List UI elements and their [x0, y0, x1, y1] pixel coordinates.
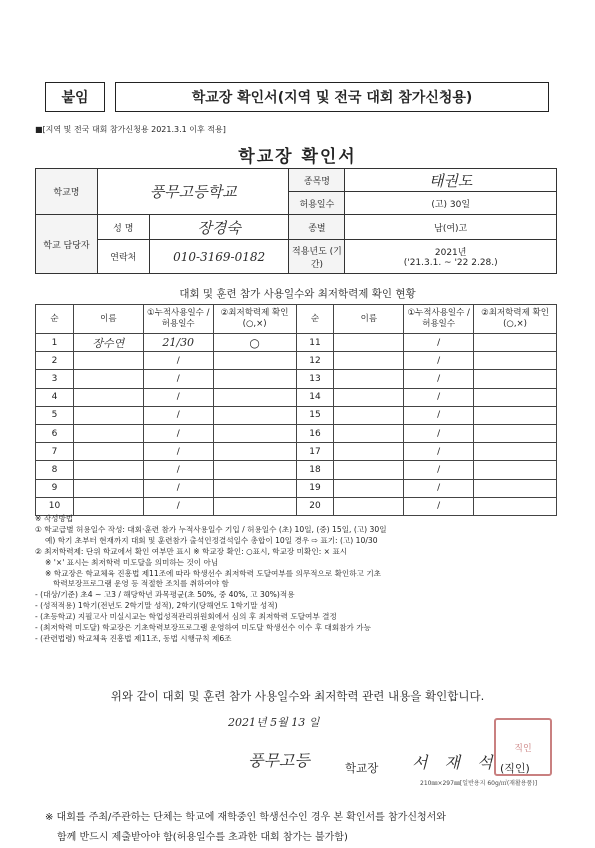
note-line: ※ 학교장은 학교체육 진흥법 제11조에 따라 학생선수 최저학력 도달여부를 의무적으로 확인하고 기초 — [45, 568, 381, 578]
row-no-right: 18 — [296, 461, 334, 479]
row-name — [73, 406, 143, 424]
event-label: 종목명 — [289, 169, 345, 192]
school-name-value: 풍무고등학교 — [97, 169, 289, 215]
paper-spec: 210㎜×297㎜[일반용지 60g/㎡(재활용품)] — [420, 780, 538, 787]
event-value: 태권도 — [345, 169, 557, 192]
row-name-right — [334, 334, 404, 352]
row-days-right: / — [404, 461, 474, 479]
row-no-right: 16 — [296, 424, 334, 442]
row-name — [73, 370, 143, 388]
manager-name-value: 장경숙 — [149, 215, 289, 240]
row-days: / — [143, 388, 213, 406]
row-name — [73, 443, 143, 461]
table-row — [36, 406, 557, 424]
row-days-right: / — [404, 424, 474, 442]
row-days-right: / — [404, 370, 474, 388]
manager-label: 학교 담당자 — [36, 215, 98, 274]
table-row — [36, 370, 557, 388]
row-no: 5 — [36, 406, 74, 424]
row-name-right — [334, 352, 404, 370]
row-grade — [213, 406, 296, 424]
note-line: - (초등학교) 지필고사 미실시교는 학업성적관리위원회에서 심의 후 최저학력 도달여부 결정 — [35, 612, 337, 622]
signature-date: 2021년 5월 13 일 — [228, 716, 320, 729]
row-grade: ○ — [213, 334, 296, 352]
table-row — [36, 388, 557, 406]
row-grade — [213, 370, 296, 388]
row-days: / — [143, 424, 213, 442]
note-line: - (대상/기준) 초4 ~ 고3 / 해당학년 과목평균(초 50%, 중 40%, 고 30%)적용 — [35, 590, 295, 600]
attachment-tag: 붙임 — [45, 82, 105, 112]
row-name-right — [334, 370, 404, 388]
info-table — [35, 168, 557, 274]
row-grade — [213, 352, 296, 370]
table-row — [36, 461, 557, 479]
footer-line: 함께 반드시 제출받아야 함(허용일수를 초과한 대회 참가는 불가함) — [57, 832, 348, 843]
gender-label: 종별 — [289, 215, 345, 240]
row-days-right: / — [404, 443, 474, 461]
row-name — [73, 352, 143, 370]
row-no-right: 14 — [296, 388, 334, 406]
row-no: 9 — [36, 479, 74, 497]
row-name-right — [334, 388, 404, 406]
row-name — [73, 461, 143, 479]
row-no-right: 19 — [296, 479, 334, 497]
row-name-right — [334, 406, 404, 424]
allowed-days-label: 허용일수 — [289, 192, 345, 215]
table-row — [36, 497, 557, 515]
row-days: / — [143, 479, 213, 497]
row-name-right — [334, 424, 404, 442]
participant-table — [35, 304, 557, 516]
gender-value: 남(여)고 — [345, 215, 557, 240]
row-name — [73, 424, 143, 442]
row-name-right — [334, 479, 404, 497]
row-no: 3 — [36, 370, 74, 388]
table-row — [36, 424, 557, 442]
row-no-right: 13 — [296, 370, 334, 388]
row-grade — [213, 443, 296, 461]
row-no-right: 11 — [296, 334, 334, 352]
row-days: / — [143, 370, 213, 388]
row-grade-right — [474, 352, 557, 370]
row-days: 21/30 — [143, 334, 213, 352]
table-row — [36, 479, 557, 497]
row-no: 4 — [36, 388, 74, 406]
table-row — [36, 443, 557, 461]
row-grade-right — [474, 334, 557, 352]
confirmation-text: 위와 같이 대회 및 훈련 참가 사용일수와 최저학력 관련 내용을 확인합니다. — [110, 689, 485, 703]
row-days-right: / — [404, 352, 474, 370]
row-no: 7 — [36, 443, 74, 461]
principal-label: 학교장 — [345, 761, 379, 775]
row-grade-right — [474, 424, 557, 442]
row-name: 장수연 — [73, 334, 143, 352]
note-line: - (성적적용) 1학기(전년도 2학기말 성적), 2학기(당해연도 1학기말 성적) — [35, 601, 278, 611]
row-no-right: 12 — [296, 352, 334, 370]
row-days-right: / — [404, 406, 474, 424]
school-name-handwritten: 풍무고등 — [248, 751, 310, 770]
row-grade — [213, 424, 296, 442]
row-name-right — [334, 497, 404, 515]
note-line: ※ '×' 표시는 최저학력 미도달을 의미하는 것이 아님 — [45, 557, 219, 567]
row-grade — [213, 461, 296, 479]
row-grade-right — [474, 388, 557, 406]
official-seal-icon: 직인 — [494, 718, 552, 776]
row-grade-right — [474, 479, 557, 497]
contact-value: 010-3169-0182 — [149, 240, 289, 274]
applicability-note: ■[지역 및 전국 대회 참가신청용 2021.3.1 이후 적용] — [35, 125, 226, 134]
row-days-right: / — [404, 479, 474, 497]
row-days-right: / — [404, 388, 474, 406]
table-row — [36, 334, 557, 352]
row-grade — [213, 497, 296, 515]
note-line: ※ 작성방법 — [35, 514, 74, 523]
row-no: 1 — [36, 334, 74, 352]
row-no: 6 — [36, 424, 74, 442]
row-no: 2 — [36, 352, 74, 370]
row-grade-right — [474, 406, 557, 424]
footer-notice — [45, 808, 565, 848]
header-title: 학교장 확인서(지역 및 전국 대회 참가신청용) — [115, 82, 549, 112]
col-days: ①누적사용일수 /허용일수 — [143, 305, 213, 334]
name-label: 성 명 — [97, 215, 149, 240]
col-no: 순 — [36, 305, 74, 334]
period-value: ('21.3.1. ~ '22 2.28.) — [403, 258, 498, 268]
col-name: 이름 — [73, 305, 143, 334]
footer-line: ※ 대회를 주최/주관하는 단체는 학교에 재학중인 학생선수인 경우 본 확인서를 참가신청서와 — [45, 812, 446, 823]
col-name-right: 이름 — [334, 305, 404, 334]
year-label: 적용년도 (기간) — [289, 240, 345, 274]
note-line: - (관련법령) 학교체육 진흥법 제11조, 동법 시행규칙 제6조 — [35, 633, 232, 643]
row-name — [73, 497, 143, 515]
col-grade-right: ②최저학력제 확인(○,×) — [474, 305, 557, 334]
row-name — [73, 388, 143, 406]
row-grade-right — [474, 461, 557, 479]
list-title: 대회 및 훈련 참가 사용일수와 최저학력제 확인 현황 — [179, 288, 416, 300]
col-days-right: ①누적사용일수 /허용일수 — [404, 305, 474, 334]
row-grade-right — [474, 370, 557, 388]
row-days-right: / — [404, 334, 474, 352]
principal-name: 서 재 석 — [412, 753, 499, 772]
row-days: / — [143, 497, 213, 515]
school-label: 학교명 — [36, 169, 98, 215]
row-grade-right — [474, 497, 557, 515]
col-grade: ②최저학력제 확인(○,×) — [213, 305, 296, 334]
allowed-days-value: (고) 30일 — [345, 192, 557, 215]
seal-note: (직인) — [500, 762, 530, 775]
year-value: 2021년 — [434, 248, 467, 258]
year-cell — [345, 240, 557, 274]
row-days: / — [143, 461, 213, 479]
col-no-right: 순 — [296, 305, 334, 334]
contact-label: 연락처 — [97, 240, 149, 274]
row-name-right — [334, 443, 404, 461]
row-no-right: 17 — [296, 443, 334, 461]
instructions — [35, 514, 565, 645]
note-line: ② 최저학력제: 단위 학교에서 확인 여부만 표시 ※ 학교장 확인: ○표시, 학교장 미확인: × 표시 — [35, 546, 348, 556]
row-days-right: / — [404, 497, 474, 515]
row-days: / — [143, 352, 213, 370]
row-no: 10 — [36, 497, 74, 515]
row-no-right: 20 — [296, 497, 334, 515]
row-days: / — [143, 443, 213, 461]
row-name — [73, 479, 143, 497]
row-no-right: 15 — [296, 406, 334, 424]
row-days: / — [143, 406, 213, 424]
row-name-right — [334, 461, 404, 479]
note-line: - (최저학력 미도달) 학교장은 기초학력보장프로그램 운영하여 미도달 학생선수 이수 후 대회참가 가능 — [35, 623, 371, 633]
document-title: 학교장 확인서 — [238, 147, 357, 167]
row-grade — [213, 479, 296, 497]
table-row — [36, 352, 557, 370]
note-line: ① 학교급별 허용일수 작성: 대회·훈련 참가 누적사용일수 기입 / 허용일수 (초) 10일, (중) 15일, (고) 30일 — [35, 524, 387, 534]
row-grade — [213, 388, 296, 406]
note-line: 학력보장프로그램 운영 등 적절한 조치를 취하여야 함 — [53, 579, 229, 589]
row-grade-right — [474, 443, 557, 461]
row-no: 8 — [36, 461, 74, 479]
note-line: 예) 학기 초부터 현재까지 대회 및 훈련참가 출석인정결석일수 총합이 10일 경우 ⇨ 표기: (고) 10/30 — [45, 535, 378, 545]
